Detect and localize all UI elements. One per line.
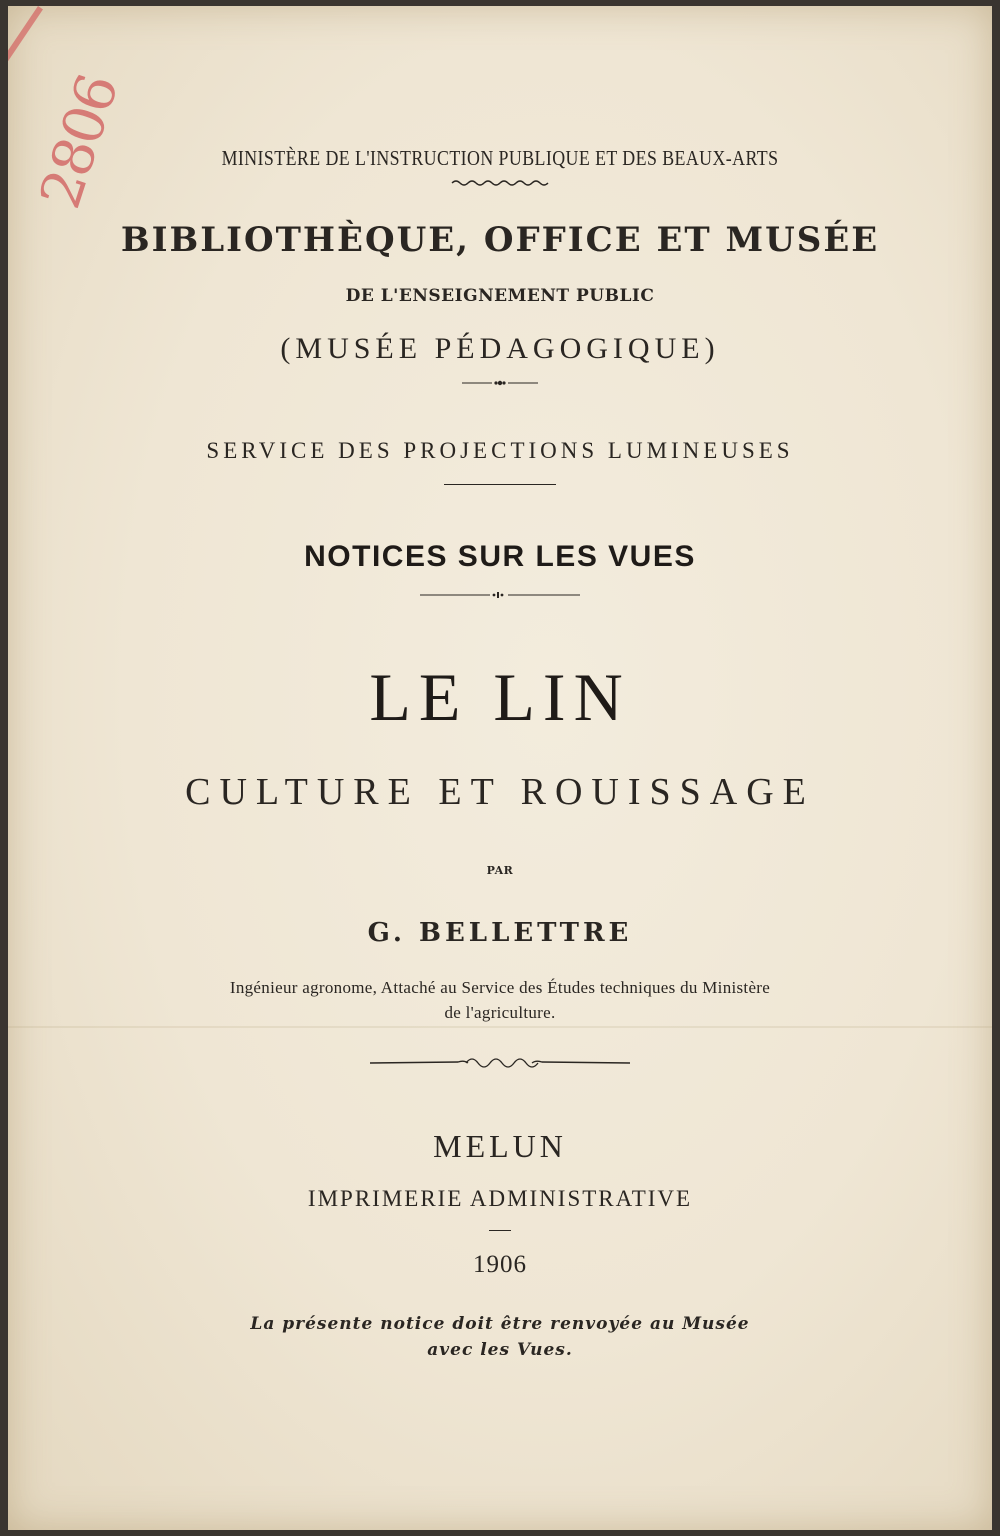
divider-dash <box>8 1230 992 1231</box>
section-title: NOTICES SUR LES VUES <box>304 540 696 573</box>
imprint-city: MELUN <box>433 1128 567 1164</box>
service-line: SERVICE DES PROJECTIONS LUMINEUSES <box>206 438 794 463</box>
institution-subtitle: DE L'ENSEIGNEMENT PUBLIC <box>345 286 655 306</box>
main-title: LE LIN <box>369 659 631 735</box>
wavy-ornament <box>8 178 992 188</box>
by-label: PAR <box>486 864 514 877</box>
document-page <box>8 6 992 1530</box>
return-notice-line2: avec les Vues. <box>427 1340 573 1360</box>
subtitle: CULTURE ET ROUISSAGE <box>185 771 815 813</box>
divider-ornament <box>8 378 992 388</box>
flourish-ornament <box>8 1054 992 1070</box>
imprint-printer: IMPRIMERIE ADMINISTRATIVE <box>307 1186 693 1211</box>
author-credentials-line1: Ingénieur agronome, Attaché au Service des Études techniques du Ministère <box>229 978 771 997</box>
stamp-strike-line <box>8 6 43 241</box>
divider-rule <box>8 484 992 485</box>
inventory-stamp-number: 2806 <box>28 68 132 217</box>
author-credentials-line2: de l'agriculture. <box>444 1003 556 1022</box>
return-notice-line1: La présente notice doit être renvoyée au Musée <box>250 1314 750 1334</box>
divider-ornament <box>8 590 992 600</box>
museum-name: (MUSÉE PÉDAGOGIQUE) <box>280 332 720 365</box>
imprint-year: 1906 <box>473 1251 527 1278</box>
paper-fold <box>8 1026 992 1028</box>
author-name: G. BELLETTRE <box>367 918 633 948</box>
institution-title: BIBLIOTHÈQUE, OFFICE ET MUSÉE <box>120 220 880 260</box>
ministry-line: MINISTÈRE DE L'INSTRUCTION PUBLIQUE ET DES BEAUX-ARTS <box>221 146 779 170</box>
